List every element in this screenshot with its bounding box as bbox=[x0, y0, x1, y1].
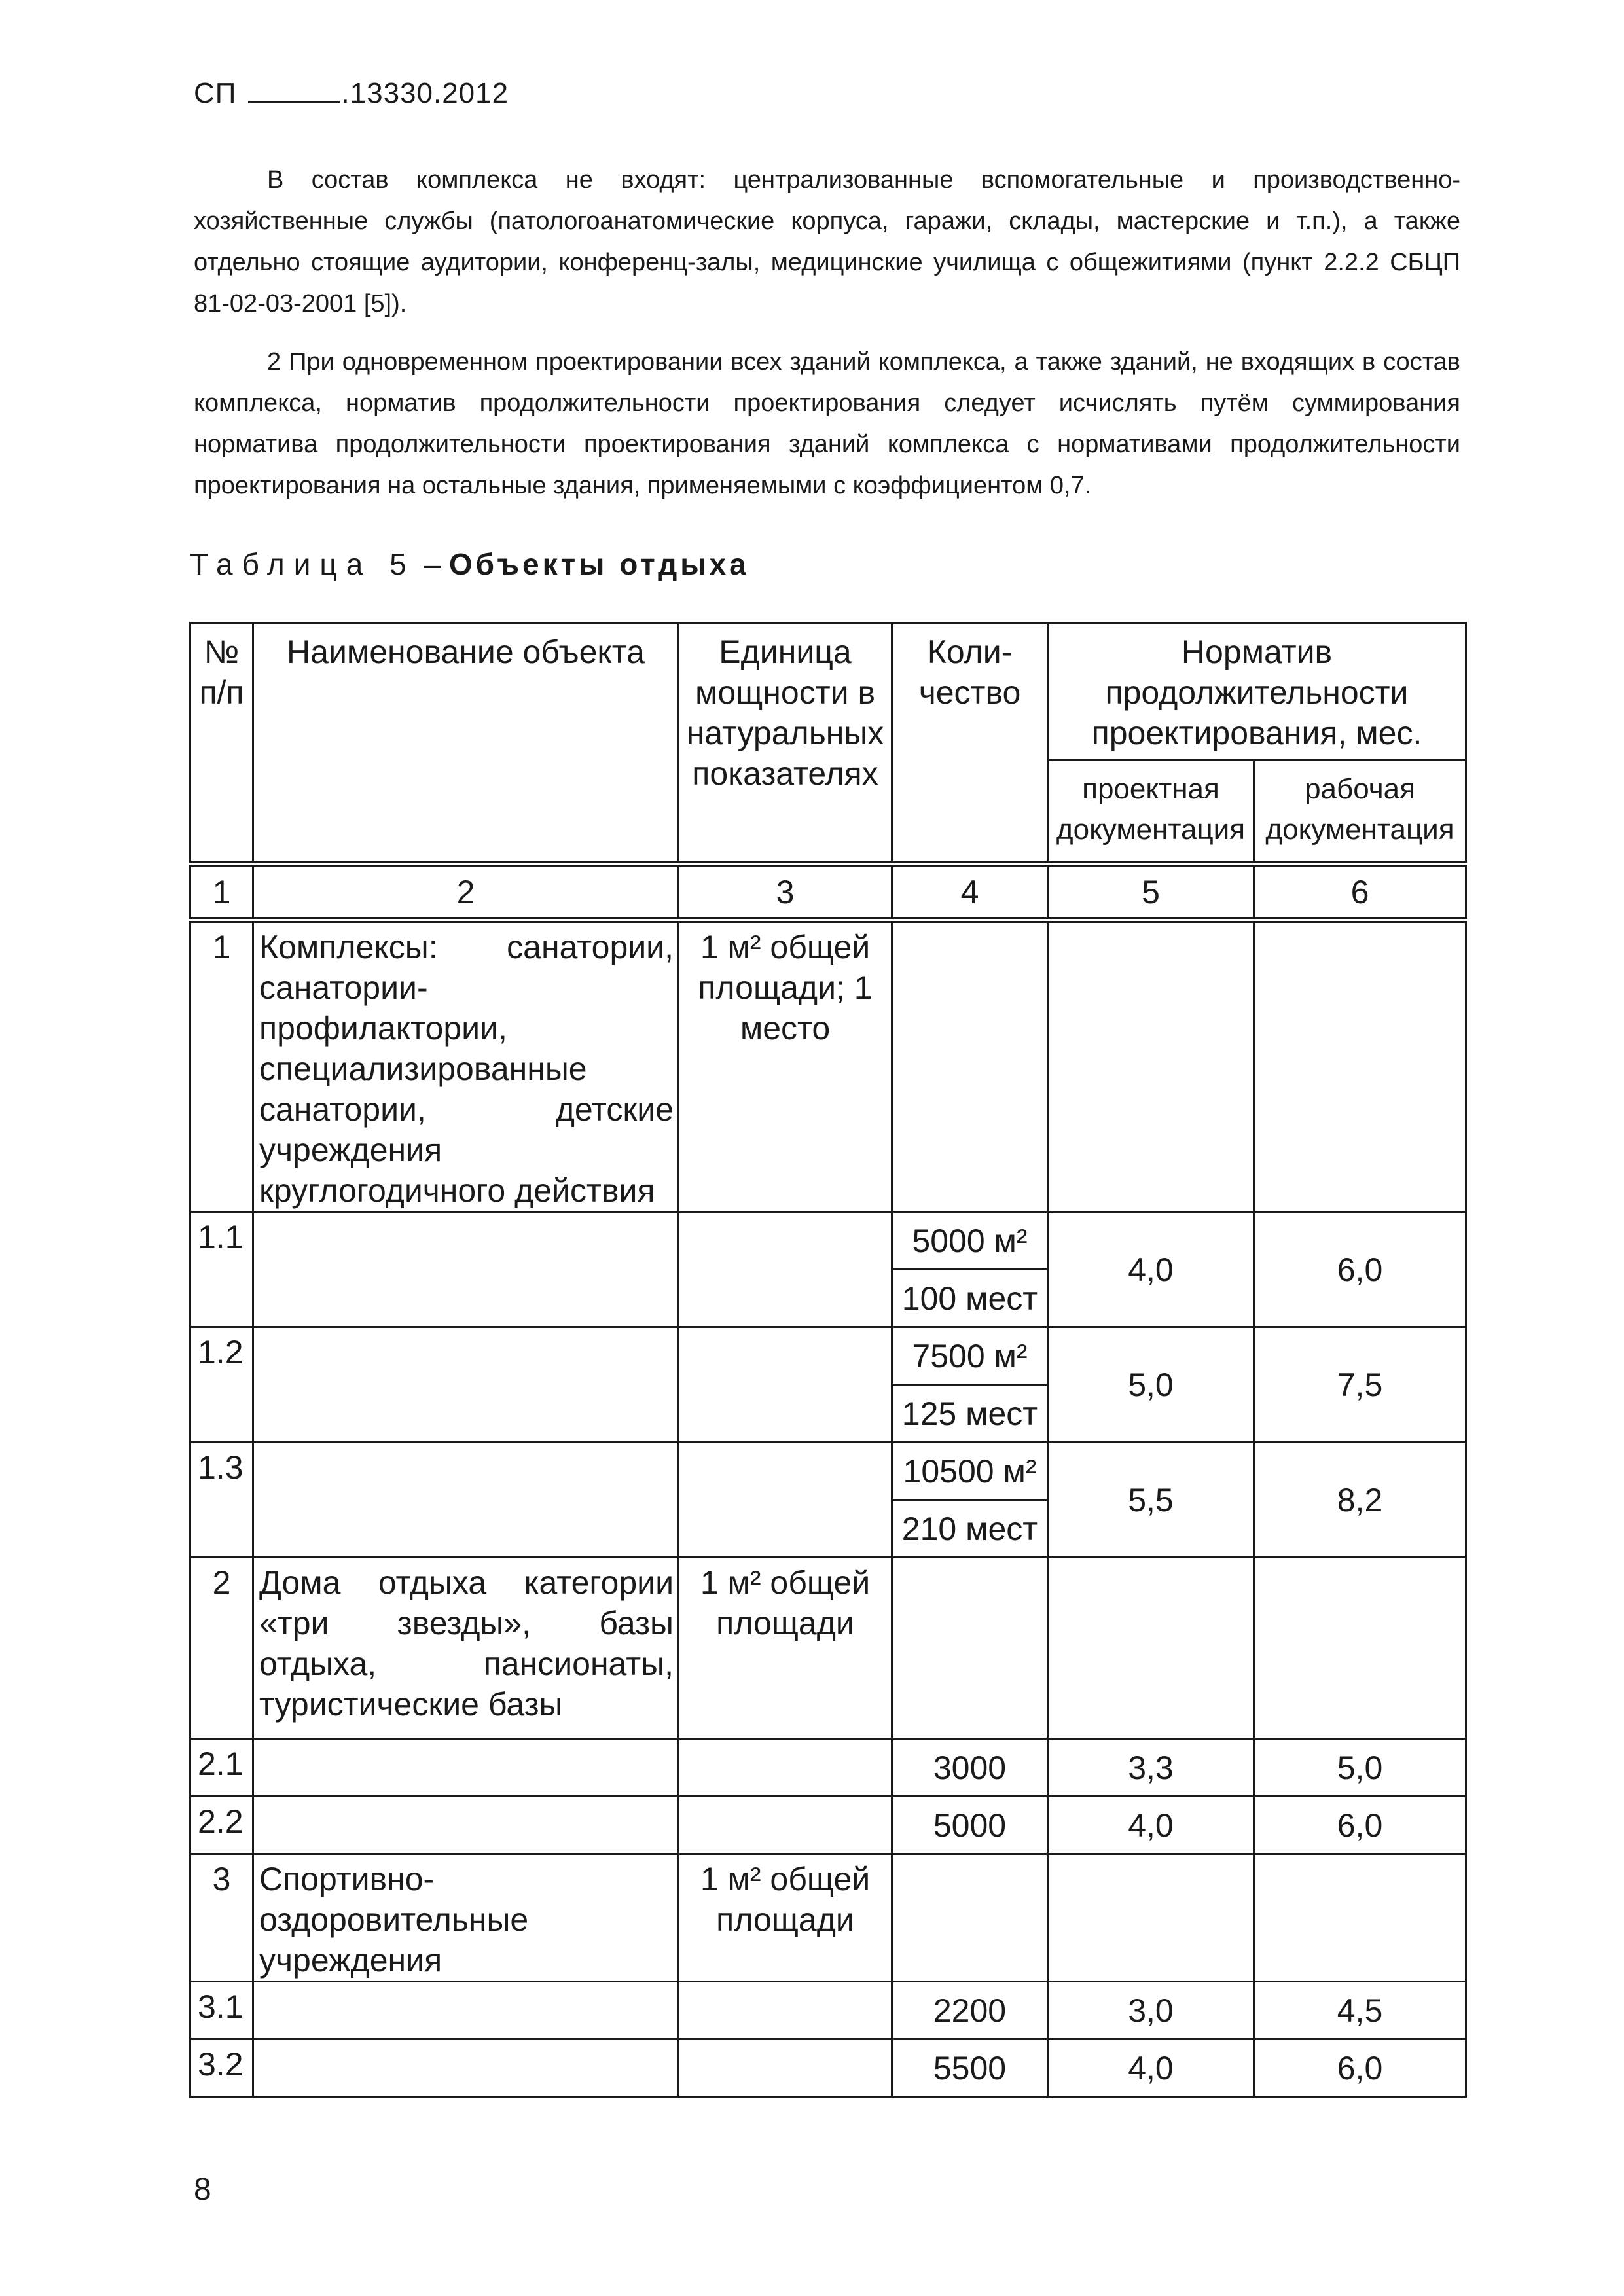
quantity-places: 125 мест bbox=[892, 1385, 1048, 1443]
row-number: 3 bbox=[190, 1854, 253, 1982]
table-row bbox=[190, 1558, 1466, 1739]
working-docs-value: 6,0 bbox=[1254, 2039, 1466, 2097]
table-row bbox=[190, 1982, 1466, 2039]
quantity-area: 10500 м² bbox=[892, 1443, 1048, 1500]
row-number: 3.1 bbox=[190, 1982, 253, 2039]
table-row bbox=[190, 1854, 1466, 1982]
table-row bbox=[190, 1327, 1466, 1385]
column-number: 4 bbox=[892, 864, 1048, 920]
row-number: 2.2 bbox=[190, 1797, 253, 1854]
object-unit: 1 м² общей площади bbox=[679, 1854, 892, 1982]
quantity: 2200 bbox=[892, 1982, 1048, 2039]
column-number: 5 bbox=[1048, 864, 1254, 920]
header-working-docs: рабочая документация bbox=[1254, 761, 1466, 864]
document-header bbox=[194, 77, 509, 110]
object-name: Комплексы: санатории, санатории-профилактории, специализированные санатории, детские учреждения круглогодичного действия bbox=[253, 920, 679, 1212]
column-number: 2 bbox=[253, 864, 679, 920]
header-unit: Единица мощности в натуральных показателях bbox=[679, 623, 892, 864]
row-number: 3.2 bbox=[190, 2039, 253, 2097]
project-docs-value: 3,0 bbox=[1048, 1982, 1254, 2039]
column-number-row bbox=[190, 864, 1466, 920]
project-docs-value: 4,0 bbox=[1048, 1797, 1254, 1854]
header-project-docs: проектная документация bbox=[1048, 761, 1254, 864]
table-row bbox=[190, 2039, 1466, 2097]
row-number: 1.3 bbox=[190, 1443, 253, 1558]
header-name: Наименование объекта bbox=[253, 623, 679, 864]
row-number: 1 bbox=[190, 920, 253, 1212]
row-number: 2 bbox=[190, 1558, 253, 1739]
row-number: 1.1 bbox=[190, 1212, 253, 1327]
quantity: 3000 bbox=[892, 1739, 1048, 1797]
working-docs-value: 7,5 bbox=[1254, 1327, 1466, 1443]
project-docs-value: 5,5 bbox=[1048, 1443, 1254, 1558]
object-name: Дома отдыха категории «три звезды», базы отдыха, пансионаты, туристические базы bbox=[253, 1558, 679, 1739]
table-header-row bbox=[190, 623, 1466, 761]
header-quantity: Коли-чество bbox=[892, 623, 1048, 864]
paragraph-exclusions: В состав комплекса не входят: централизованные вспомогательные и производственно-хозяйственные службы (патологоанатомические корпуса, гаражи, склады, мастерские и т.п.), а также отдельно стоящие аудитории, конференц-залы, медицинские училища с общежитиями (пункт 2.2.2 СБЦП 81-02-03-2001 [5]). bbox=[194, 166, 1460, 317]
project-docs-value: 4,0 bbox=[1048, 2039, 1254, 2097]
working-docs-value: 8,2 bbox=[1254, 1443, 1466, 1558]
working-docs-value: 6,0 bbox=[1254, 1797, 1466, 1854]
header-number: № п/п bbox=[190, 623, 253, 864]
row-number: 2.1 bbox=[190, 1739, 253, 1797]
table-row bbox=[190, 1443, 1466, 1500]
table-caption-dash: – bbox=[415, 547, 449, 581]
table-row bbox=[190, 1739, 1466, 1797]
table-caption bbox=[190, 547, 749, 582]
table-caption-label: Таблица 5 bbox=[190, 547, 416, 581]
working-docs-value: 5,0 bbox=[1254, 1739, 1466, 1797]
project-docs-value: 3,3 bbox=[1048, 1739, 1254, 1797]
object-unit: 1 м² общей площади; 1 место bbox=[679, 920, 892, 1212]
working-docs-value: 6,0 bbox=[1254, 1212, 1466, 1327]
project-docs-value: 5,0 bbox=[1048, 1327, 1254, 1443]
quantity-area: 5000 м² bbox=[892, 1212, 1048, 1270]
header-norm: Норматив продолжительности проектирования, мес. bbox=[1048, 623, 1466, 761]
object-name: Спортивно-оздоровительные учреждения bbox=[253, 1854, 679, 1982]
quantity-area: 7500 м² bbox=[892, 1327, 1048, 1385]
quantity-places: 210 мест bbox=[892, 1500, 1048, 1558]
object-unit: 1 м² общей площади bbox=[679, 1558, 892, 1739]
table-row bbox=[190, 1797, 1466, 1854]
column-number: 3 bbox=[679, 864, 892, 920]
table-row bbox=[190, 1212, 1466, 1270]
table-caption-title: Объекты отдыха bbox=[448, 547, 749, 581]
standard-suffix: .13330.2012 bbox=[341, 77, 509, 109]
column-number: 1 bbox=[190, 864, 253, 920]
quantity-places: 100 мест bbox=[892, 1270, 1048, 1327]
quantity: 5000 bbox=[892, 1797, 1048, 1854]
standard-number-blank bbox=[248, 80, 340, 103]
table-row bbox=[190, 920, 1466, 1212]
working-docs-value: 4,5 bbox=[1254, 1982, 1466, 2039]
paragraph-note-2: 2 При одновременном проектировании всех зданий комплекса, а также зданий, не входящих в состав комплекса, норматив продолжительности проектирования следует исчислять путём суммирования норматива продолжительности проектирования зданий комплекса с нормативами продолжительности проектирования на остальные здания, применяемыми с коэффициентом 0,7. bbox=[194, 348, 1460, 499]
recreation-objects-table bbox=[189, 622, 1467, 2098]
row-number: 1.2 bbox=[190, 1327, 253, 1443]
column-number: 6 bbox=[1254, 864, 1466, 920]
project-docs-value: 4,0 bbox=[1048, 1212, 1254, 1327]
standard-prefix: СП bbox=[194, 77, 237, 109]
quantity: 5500 bbox=[892, 2039, 1048, 2097]
page-number: 8 bbox=[194, 2172, 211, 2207]
